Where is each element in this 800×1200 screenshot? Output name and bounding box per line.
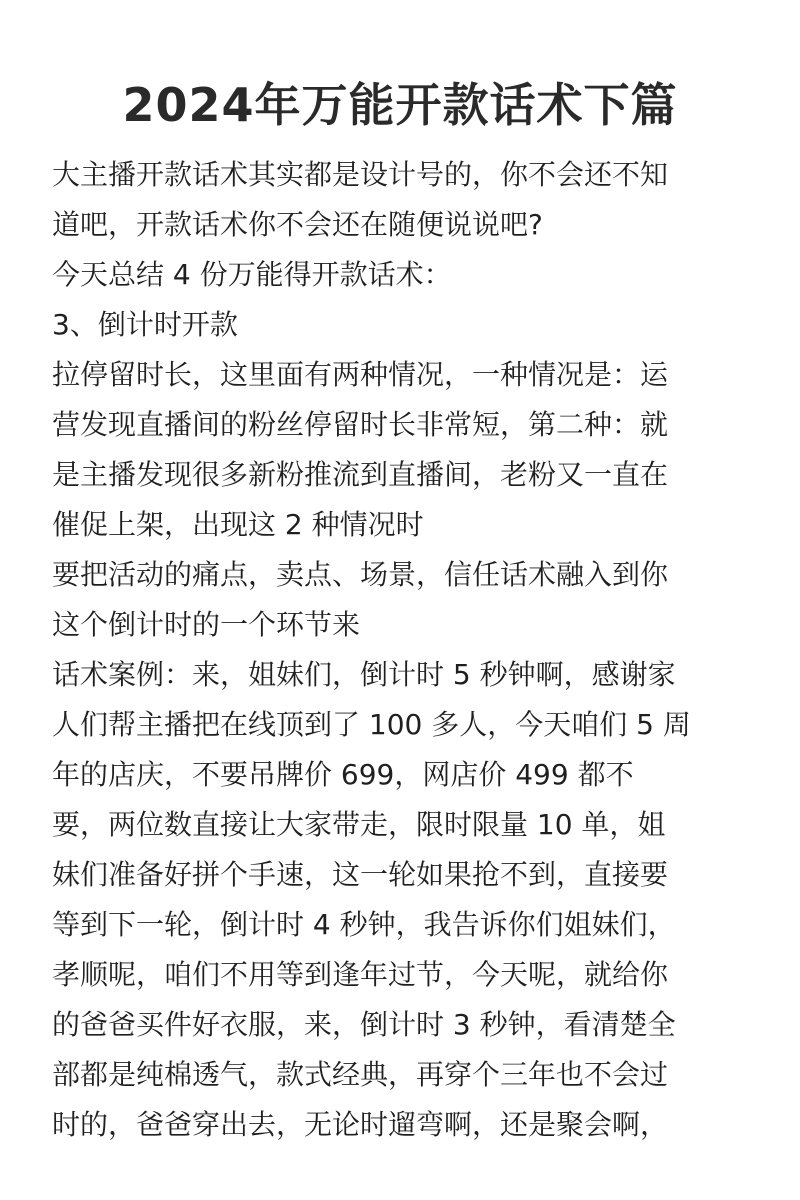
text-line: 道吧，开款话术你不会还在随便说说吧?: [52, 208, 543, 241]
text-line: 催促上架，出现这 2 种情况时: [52, 508, 424, 541]
text-line: 要，两位数直接让大家带走，限时限量 10 单，姐: [52, 808, 666, 841]
text-line: 要把活动的痛点，卖点、场景，信任话术融入到你: [52, 558, 669, 591]
section-heading: 3、倒计时开款: [52, 308, 238, 341]
text-line: 时的，爸爸穿出去，无论时遛弯啊，还是聚会啊，: [52, 1108, 669, 1141]
text-line: 年的店庆，不要吊牌价 699，网店价 499 都不: [52, 758, 634, 791]
text-line: 的爸爸买件好衣服，来，倒计时 3 秒钟，看清楚全: [52, 1008, 676, 1041]
text-line: 是主播发现很多新粉推流到直播间，老粉又一直在: [52, 458, 669, 491]
text-line: 话术案例：来，姐妹们，倒计时 5 秒钟啊，感谢家: [52, 658, 676, 691]
text-line: 部都是纯棉透气，款式经典，再穿个三年也不会过: [52, 1058, 669, 1091]
text-line: 这个倒计时的一个环节来: [52, 608, 361, 641]
text-line: 妹们准备好拼个手速，这一轮如果抢不到，直接要: [52, 858, 669, 891]
text-line: 人们帮主播把在线顶到了 100 多人，今天咱们 5 周: [52, 708, 691, 741]
text-line: 孝顺呢，咱们不用等到逢年过节，今天呢，就给你: [52, 958, 669, 991]
text-line: 拉停留时长，这里面有两种情况，一种情况是：运: [52, 358, 669, 391]
text-line: 大主播开款话术其实都是设计号的，你不会还不知: [52, 158, 669, 191]
text-line: 等到下一轮，倒计时 4 秒钟，我告诉你们姐妹们，: [52, 908, 676, 941]
document-body: [52, 150, 752, 1150]
text-line: 今天总结 4 份万能得开款话术：: [52, 258, 452, 291]
text-line: 营发现直播间的粉丝停留时长非常短，第二种：就: [52, 408, 669, 441]
document-title: 2024年万能开款话术下篇: [122, 78, 678, 132]
